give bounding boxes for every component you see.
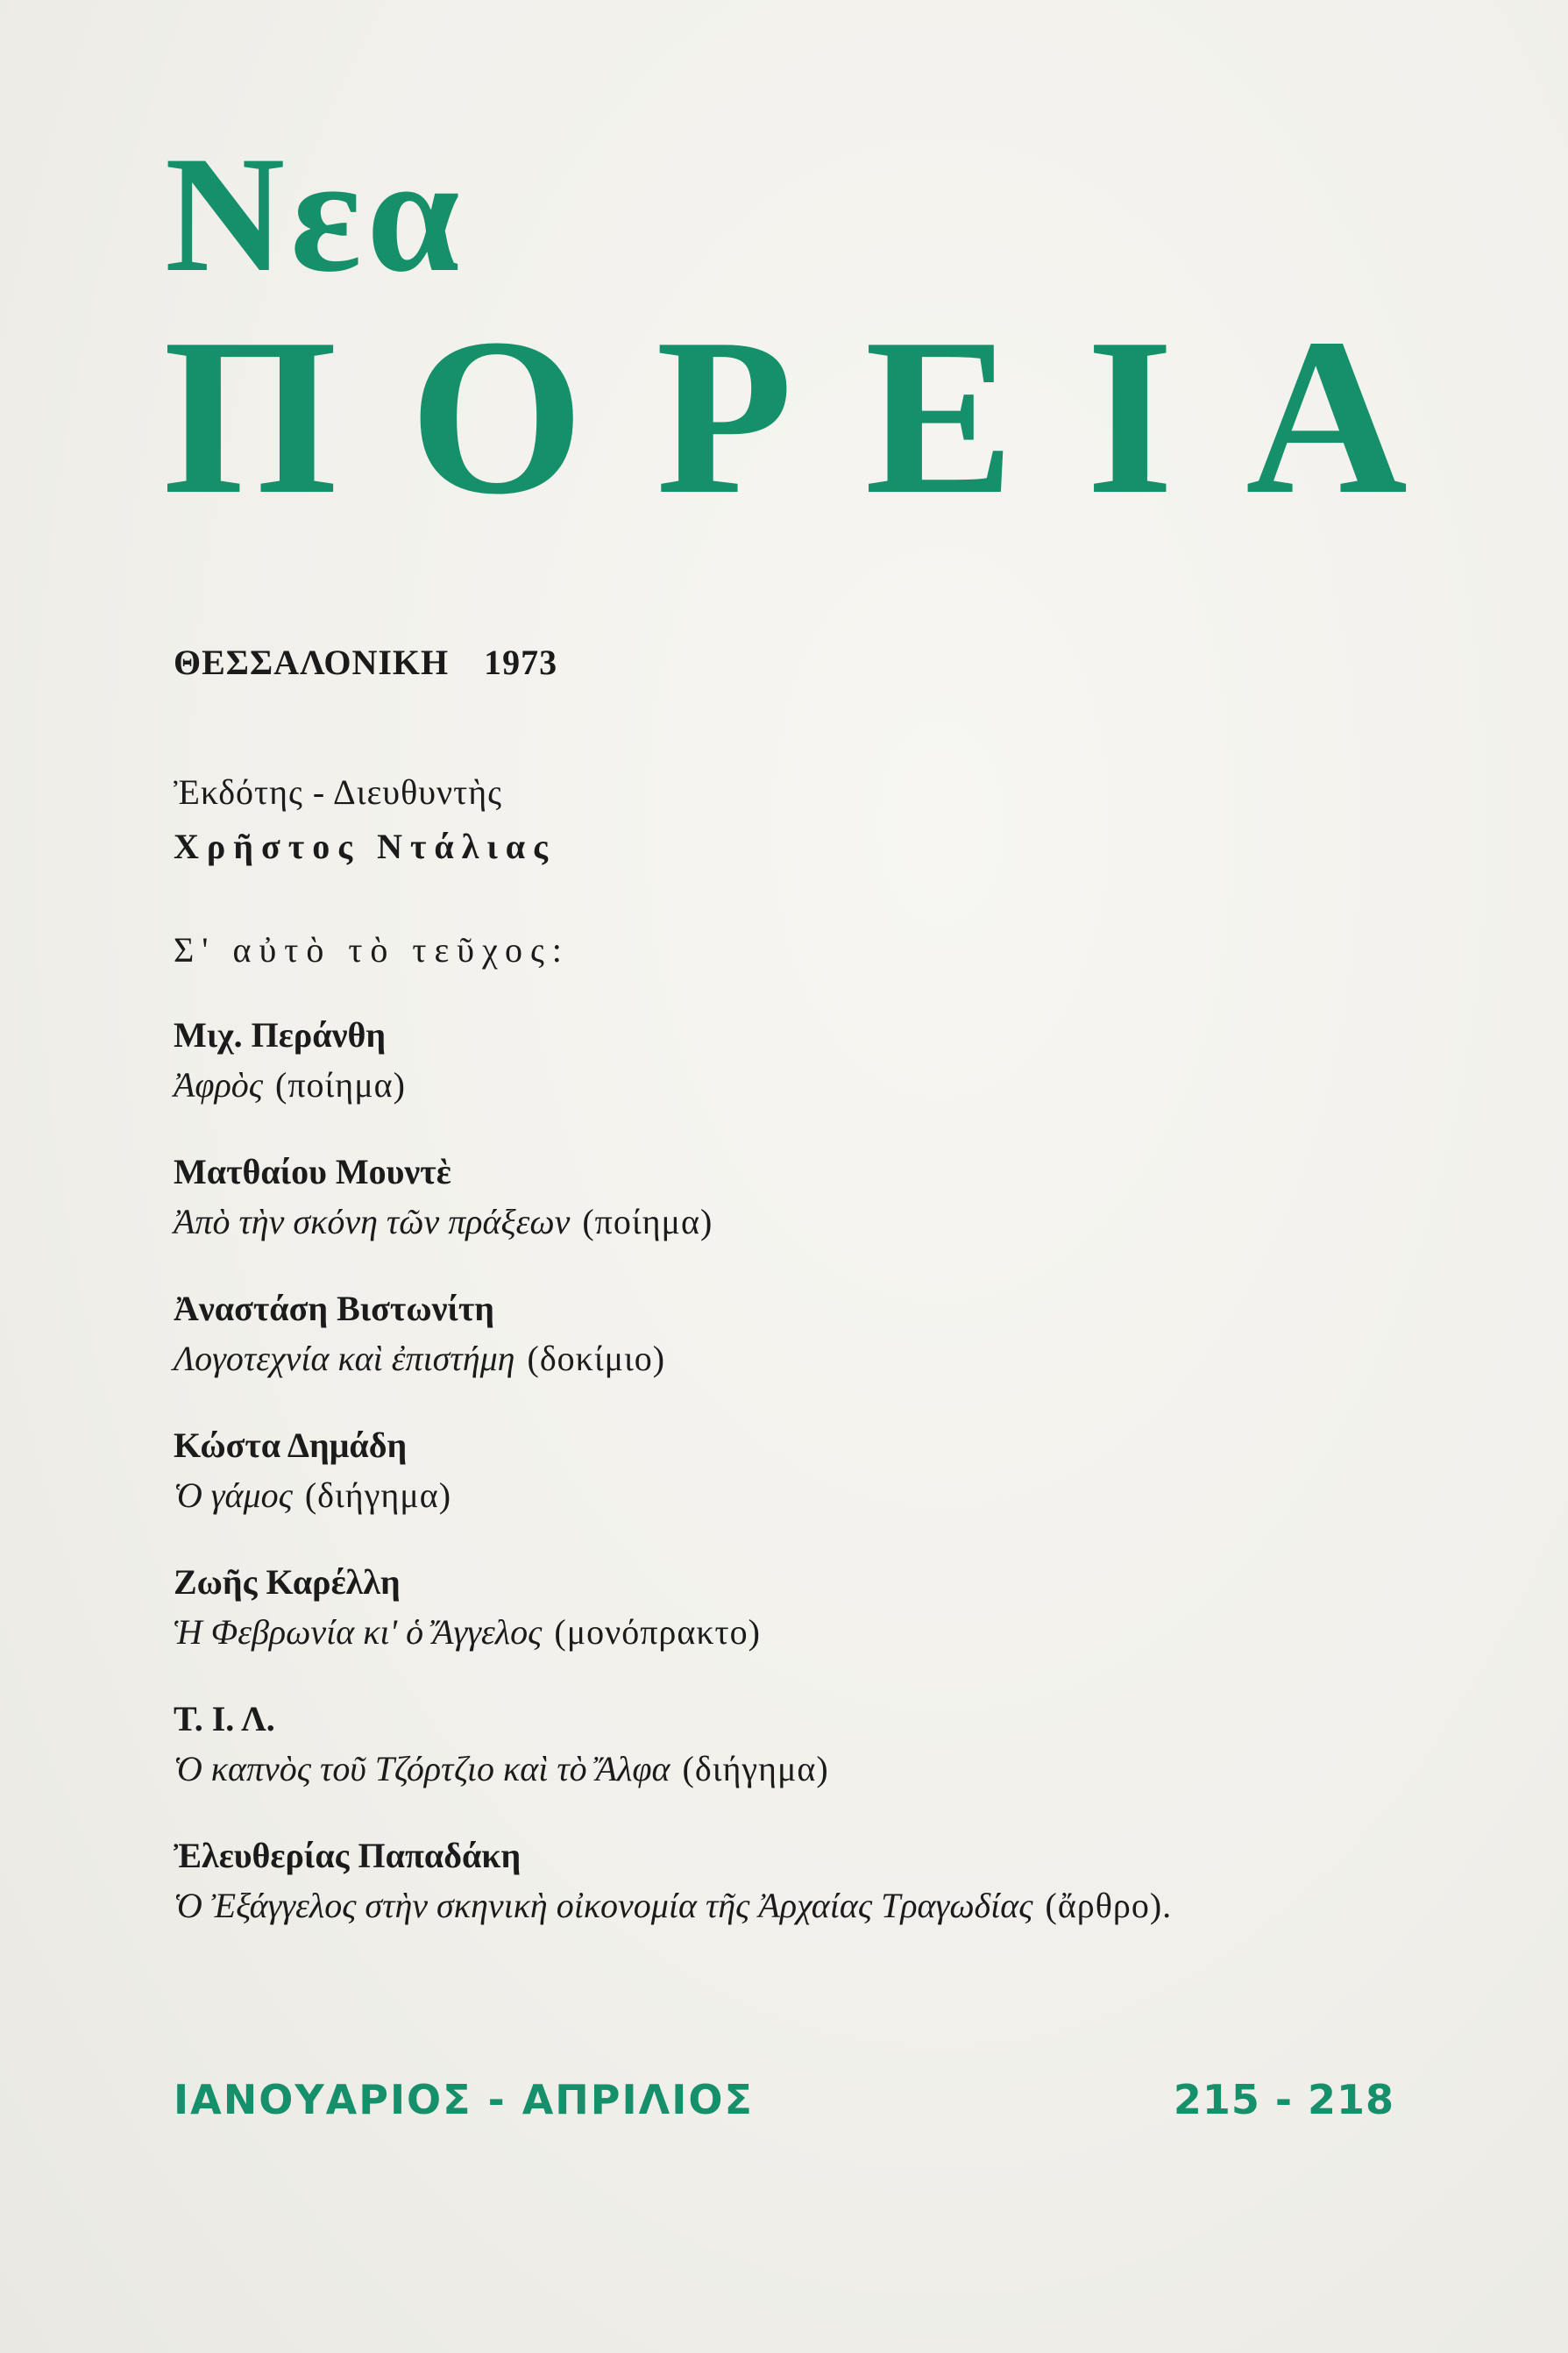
table-of-contents (174, 1013, 1444, 1971)
publisher-label: Ἐκδότης - Διευθυντὴς (174, 772, 502, 812)
entry-author: Κώστα Δημάδη (174, 1425, 408, 1465)
entry-work (174, 1198, 1444, 1247)
issue-contents-heading: Σ' αὐτὸ τὸ τεῦχος: (174, 930, 570, 970)
imprint-year: 1973 (484, 643, 558, 682)
masthead-nea: Νεα (165, 123, 465, 307)
entry-work (174, 1745, 1444, 1794)
entry-work (174, 1334, 1444, 1383)
contents-entry (174, 1697, 1444, 1834)
masthead-letter: Π (163, 293, 338, 541)
entry-author: Ἐλευθερίας Παπαδάκη (174, 1836, 521, 1875)
entry-author: Ματθαίου Μουντὲ (174, 1152, 451, 1191)
entry-genre: (ποίημα) (275, 1065, 406, 1105)
entry-genre: (ποίημα) (582, 1202, 713, 1241)
contents-entry (174, 1834, 1444, 1971)
entry-work (174, 1608, 1444, 1657)
contents-entry (174, 1013, 1444, 1150)
entry-title: Ἀφρὸς (174, 1065, 263, 1105)
entry-title: Ὁ Ἐξάγγελος στὴν σκηνικὴ οἰκονομία τῆς Ἀρχαίας Τραγωδίας (174, 1886, 1033, 1925)
entry-title: Λογοτεχνία καὶ ἐπιστήμη (174, 1339, 515, 1378)
entry-title: Ὁ γάμος (174, 1475, 293, 1515)
contents-entry (174, 1287, 1444, 1424)
contents-entry (174, 1560, 1444, 1697)
entry-author: Ζωῆς Καρέλλη (174, 1562, 401, 1602)
contents-entry (174, 1424, 1444, 1560)
entry-genre: (δοκίμιο) (527, 1339, 666, 1378)
entry-genre: (διήγημα) (304, 1475, 452, 1515)
imprint-city-year (174, 642, 557, 683)
contents-entry (174, 1150, 1444, 1287)
publisher-name: Χρῆστος Ντάλιας (174, 827, 556, 866)
entry-genre: (διήγημα) (682, 1749, 829, 1788)
entry-author: Ἀναστάση Βιστωνίτη (174, 1289, 495, 1328)
issue-months: ΙΑΝΟΥΑΡΙΟΣ - ΑΠΡΙΛΙΟΣ (174, 2076, 754, 2123)
entry-work (174, 1881, 1444, 1930)
entry-title: Ἀπὸ τὴν σκόνη τῶν πράξεων (174, 1202, 571, 1241)
entry-genre: (ἄρθρο). (1045, 1886, 1173, 1925)
entry-title: Ὁ καπνὸς τοῦ Τζόρτζιο καὶ τὸ Ἄλφα (174, 1749, 670, 1788)
entry-author: Τ. Ι. Λ. (174, 1699, 275, 1738)
entry-genre: (μονόπρακτο) (554, 1612, 761, 1652)
masthead-letter: Ε (864, 293, 1015, 541)
imprint-city: ΘΕΣΣΑΛΟΝΙΚΗ (174, 643, 450, 682)
entry-work (174, 1471, 1444, 1520)
entry-title: Ἡ Φεβρωνία κι' ὁ Ἄγγελος (174, 1612, 543, 1652)
masthead-poreia (163, 293, 1408, 541)
masthead-letter: Α (1245, 293, 1408, 541)
masthead-letter: Ρ (656, 293, 793, 541)
entry-work (174, 1061, 1444, 1110)
masthead-letter: Ο (409, 293, 585, 541)
entry-author: Μιχ. Περάνθη (174, 1015, 387, 1055)
issue-numbers: 215 - 218 (1173, 2076, 1394, 2123)
masthead-letter: Ι (1086, 293, 1174, 541)
